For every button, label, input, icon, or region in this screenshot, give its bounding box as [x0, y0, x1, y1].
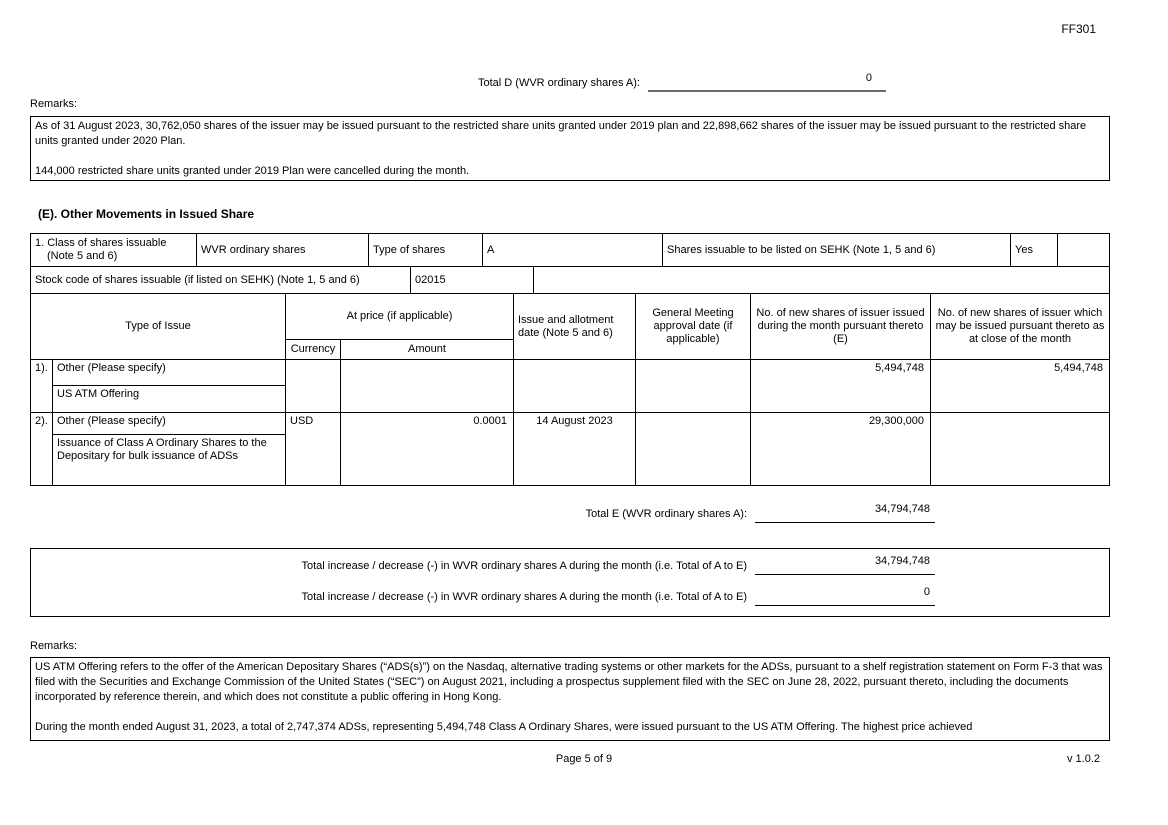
- issue-row-2-issue-date: 14 August 2023: [514, 413, 636, 485]
- issue-row-2: [31, 413, 1109, 485]
- section-e-heading: (E). Other Movements in Issued Share: [38, 207, 255, 221]
- header-issue-date: Issue and allotment date (Note 5 and 6): [514, 294, 636, 359]
- sehk-listed-label: Shares issuable to be listed on SEHK (Note 1, 5 and 6): [663, 234, 1011, 266]
- version-label: v 1.0.2: [1066, 753, 1100, 765]
- issue-row-1-type-detail: US ATM Offering: [57, 388, 140, 400]
- section-e-table: [30, 233, 1110, 486]
- issue-row-1-gm-date: [636, 360, 751, 412]
- issue-row-1-issue-date: [514, 360, 636, 412]
- class-of-shares-label: [31, 234, 197, 266]
- total-increase-value-2: 0: [755, 586, 935, 606]
- stock-code-value: 02015: [411, 267, 534, 293]
- header-may-be-issued: No. of new shares of issuer which may be issued pursuant thereto as at close of the month: [935, 307, 1105, 345]
- issue-table-header-row: [31, 294, 1109, 360]
- issue-row-1-currency: [286, 360, 341, 412]
- total-d-label: Total D (WVR ordinary shares A):: [478, 77, 640, 89]
- remarks-top-paragraph-1: As of 31 August 2023, 30,762,050 shares of the issuer may be issued pursuant to the restricted share units granted under 2019 plan and 22,898,662 shares of the issuer may be issued pursuant to the restricted share units granted under 2020 Plan.: [35, 120, 1087, 147]
- total-e-value: 34,794,748: [755, 503, 935, 523]
- sehk-listed-value: Yes: [1011, 234, 1058, 266]
- issue-row-1-type-label: Other (Please specify): [53, 360, 285, 386]
- totals-box: [30, 548, 1110, 617]
- header-amount: Amount: [408, 343, 446, 355]
- type-of-shares-label: Type of shares: [369, 234, 483, 266]
- issue-row-1-num: 1).: [31, 360, 53, 412]
- form-code: FF301: [1061, 22, 1096, 36]
- remarks-top-paragraph-2: 144,000 restricted share units granted under 2019 Plan were cancelled during the month.: [35, 165, 470, 177]
- remarks-bottom-paragraph-2: During the month ended August 31, 2023, a total of 2,747,374 ADSs, representing 5,494,748 Class A Ordinary Shares, were issued pursuant to the US ATM Offering. The highest price achieved: [35, 721, 973, 733]
- total-increase-row-1: [31, 555, 1109, 575]
- total-increase-row-2: [31, 586, 1109, 606]
- remarks-top-box: [30, 116, 1110, 181]
- remarks-top-spacer: [35, 149, 1105, 164]
- stock-code-empty-cell: [534, 267, 1109, 293]
- remarks-bottom-paragraph-1: US ATM Offering refers to the offer of the American Depositary Shares (“ADS(s)”) on the Nasdaq, alternative trading systems or other markets for the ADSs, pursuant to a shelf registration statement on Form F-3 that was filed with the Securities and Exchange Commission of the United States (“SEC”) on August 2021, including a prospectus supplement filed with the SEC on June 28, 2022, pursuant thereto, including the documents incorporated by reference therein, and which does not constitute a public offering in Hong Kong.: [35, 661, 1103, 703]
- remarks-bottom-label: Remarks:: [30, 640, 78, 652]
- issue-row-1-amount: [341, 360, 514, 412]
- remarks-bottom-box: [30, 657, 1110, 741]
- issue-row-2-type-label: Other (Please specify): [53, 413, 285, 435]
- header-issued-during-month: No. of new shares of issuer issued during the month pursuant thereto (E): [751, 294, 931, 359]
- issue-row-1-issued-during-month: 5,494,748: [751, 360, 931, 412]
- issue-row-2-issued-during-month: 29,300,000: [751, 413, 931, 485]
- issue-row-2-num: 2).: [31, 413, 53, 485]
- total-increase-label-1: Total increase / decrease (-) in WVR ordinary shares A during the month (i.e. Total of A to E): [301, 560, 747, 572]
- stock-code-row: [31, 267, 1109, 294]
- issue-row-2-gm-date: [636, 413, 751, 485]
- total-increase-value-1: 34,794,748: [755, 555, 935, 575]
- issue-row-1-may-be-issued: 5,494,748: [1054, 362, 1103, 374]
- issue-row-2-amount: 0.0001: [341, 413, 514, 485]
- total-e-row: [30, 503, 1110, 523]
- total-e-label: Total E (WVR ordinary shares A):: [585, 508, 747, 520]
- total-increase-label-2: Total increase / decrease (-) in WVR ordinary shares A during the month (i.e. Total of A to E): [301, 591, 747, 603]
- header-type-of-issue: Type of Issue: [31, 294, 286, 359]
- issue-row-2-type: [53, 413, 286, 485]
- remarks-top-label: Remarks:: [30, 98, 78, 110]
- header-at-price: At price (if applicable): [286, 294, 513, 340]
- issue-row-1-type: [53, 360, 286, 412]
- class-of-shares-label-line1: 1. Class of shares issuable: [35, 237, 167, 249]
- issue-row-2-may-be-issued: [931, 413, 1109, 485]
- stock-code-label: Stock code of shares issuable (if listed on SEHK) (Note 1, 5 and 6): [31, 267, 411, 293]
- total-d-value: 0: [648, 72, 886, 92]
- header-at-price-group: [286, 294, 514, 359]
- header-currency: Currency: [286, 340, 341, 359]
- header-gm-approval-date: General Meeting approval date (if applicable): [636, 294, 751, 359]
- type-of-shares-value: A: [483, 234, 663, 266]
- class-of-shares-row: [31, 234, 1109, 267]
- sehk-listed-empty-cell: [1058, 234, 1109, 266]
- class-of-shares-value: WVR ordinary shares: [197, 234, 369, 266]
- class-of-shares-label-line2: (Note 5 and 6): [47, 250, 118, 262]
- remarks-bottom-spacer: [35, 705, 1105, 720]
- total-d-row: [30, 72, 1110, 92]
- issue-row-2-type-detail: Issuance of Class A Ordinary Shares to the Depositary for bulk issuance of ADSs: [57, 437, 267, 462]
- page-number: Page 5 of 9: [555, 753, 613, 765]
- issue-row-2-currency: USD: [286, 413, 341, 485]
- issue-row-1: [31, 360, 1109, 413]
